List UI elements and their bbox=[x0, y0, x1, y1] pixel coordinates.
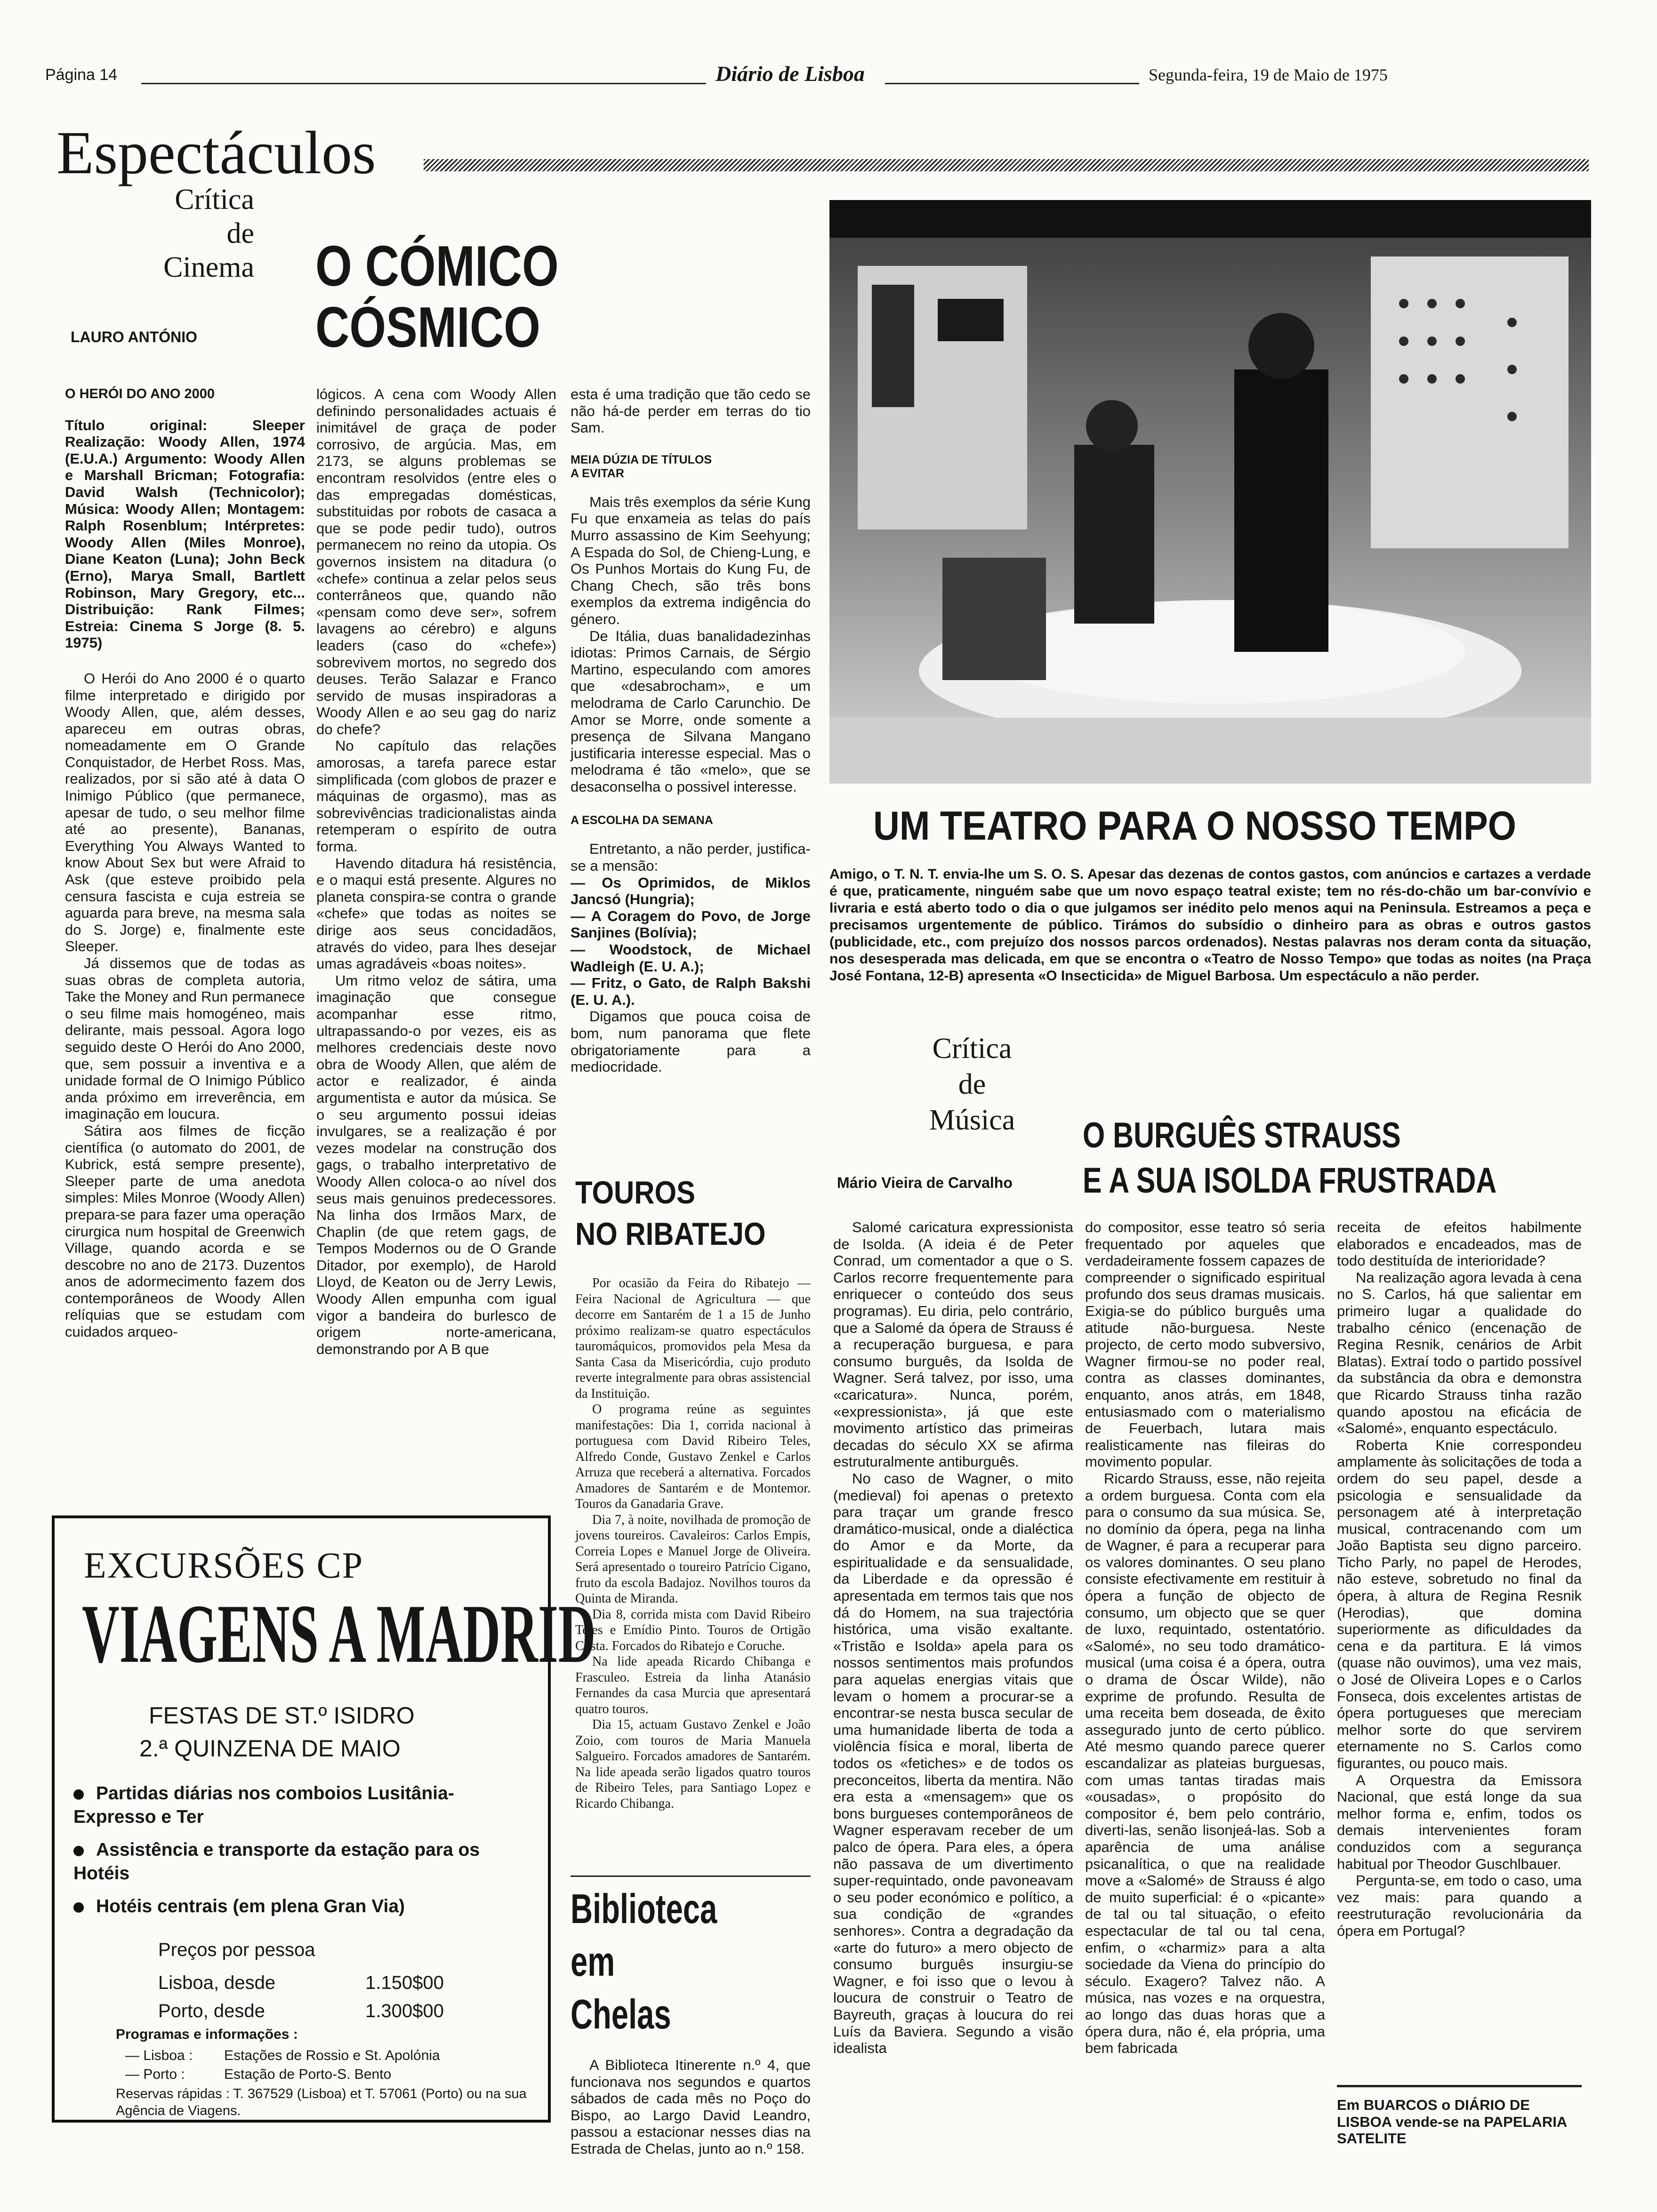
touros-paragraph: Na lide apeada Ricardo Chibanga e Frasculeo. Estreia da linha Atanásio Fernandes da casa Murcia que apresentará quatro touros. bbox=[575, 1654, 811, 1716]
musica-author: Mário Vieira de Carvalho bbox=[837, 1174, 1013, 1191]
boxnote-rule bbox=[1337, 2085, 1582, 2087]
headline-line: CÓSMICO bbox=[315, 295, 540, 359]
ad-price-value: 1.150$00 bbox=[365, 1972, 444, 1993]
cinema-subheading: A ESCOLHA DA SEMANA bbox=[571, 814, 713, 827]
bullet-text: Hotéis centrais (em plena Gran Via) bbox=[96, 1896, 405, 1916]
musica-column-2 bbox=[1085, 1219, 1325, 2057]
cinema-column-2 bbox=[316, 386, 556, 1357]
headline-line: NO RIBATEJO bbox=[575, 1216, 766, 1252]
ad-prices-title: Preços por pessoa bbox=[158, 1940, 315, 1960]
biblioteca-headline bbox=[571, 1883, 717, 2041]
headline-line: Biblioteca bbox=[571, 1885, 717, 1932]
photo-art bbox=[829, 200, 1591, 784]
teatro-body: Amigo, o T. N. T. envia-lhe um S. O. S. Apesar das dezenas de contos gastos, com anúncios e cartazes a verdade é que, praticamente, ninguém sabe que um novo espaço teatral existe; tem no rés-do-chão um bar-convívio e livraria e está aberto todo o dia o que julgamos ser inédito pelo menos aqui na Peninsula. Estreamos a peça e precisamos urgentemente de público. Tirámos do subsídio o dinheiro para as obras e outros gastos (publicidade, etc., com prejuízo dos nossos parcos ordenados). Nestas palavras nos deram conta da situação, nos desesperada mas delicada, em que se encontra o «Teatro de Nosso Tempo» que todas as noites (na Praça José Fontana, 12-B) apresenta «O Insecticida» de Miguel Barbosa. Um espectáculo a não perder. bbox=[829, 866, 1591, 984]
ad-price-label: Porto, desde bbox=[158, 2001, 265, 2021]
bullet-text: Assistência e transporte da estação para os Hotéis bbox=[73, 1840, 480, 1883]
biblioteca-body: A Biblioteca Itinerente n.º 4, que funcionava nos segundos e quartos sábados de cada mês no Poço do Bispo, ao Largo David Leandro, passou a estacionar nesses dias na Estrada de Chelas, junto ao n.º 158. bbox=[571, 2057, 811, 2157]
musica-column-1 bbox=[833, 1219, 1073, 2057]
headline-line: em bbox=[571, 1938, 615, 1985]
touros-paragraph: O programa reúne as seguintes manifestações: Dia 1, corrida nacional à portuguesa com David Ribeiro Teles, Alfredo Conde, Gustavo Zenkel e Carlos Arruza que receberá a alternativa. Forcados Amadores de Santarém e de Montemor. Touros da Ganadaria Grave. bbox=[575, 1402, 811, 1511]
bullet-text: Partidas diárias nos comboios Lusitânia-Expresso e Ter bbox=[73, 1783, 454, 1827]
cinema-paragraph: Digamos que pouca coisa de bom, num panorama que flete obrigatoriamente para a mediocridade. bbox=[571, 1008, 811, 1075]
film-list-item: — Os Oprimidos, de Miklos Jancsó (Hungria); bbox=[571, 874, 811, 908]
ad-headline-large: VIAGENS A MADRID bbox=[82, 1587, 596, 1680]
masthead-rule-right bbox=[885, 83, 1139, 84]
rubric-line: de bbox=[226, 217, 254, 249]
cinema-paragraph: De Itália, duas banalidadezinhas idiotas: Primos Carnais, de Sérgio Martino, especulando com amores que «desabrocham», e um melodrama de Carlo Carunchio. De Amor se Morre, onde somente a presença de Silvana Mangano justificaria interesse especial. Mas o melodrama é tão «melo», que se desaconselha o possivel interesse. bbox=[571, 627, 811, 795]
touros-headline bbox=[575, 1172, 766, 1255]
ad-bullet bbox=[73, 1895, 525, 1918]
rubric-line: Cinema bbox=[163, 251, 254, 283]
musica-paragraph: Salomé caricatura expressionista de Isolda. (A ideia é de Peter Conrad, um comentador a que o S. Carlos recorre frequentemente para enriquecer o conteúdo dos seus programas). Eu diria, pelo contrário, que a Salomé da ópera de Strauss é a recuperação burguesa, e para consumo burguês, da Isolda de Wagner. Será talvez, por isso, uma «caricatura». Nunca, porém, «expressionista», já que este movimento artístico das primeiras decadas do século XX se afirma estruturalmente antiburguês. bbox=[833, 1219, 1073, 1470]
ad-bullet bbox=[73, 1782, 525, 1829]
cinema-paragraph: Entretanto, a não perder, justifica-se a mensão: bbox=[571, 841, 811, 874]
musica-paragraph: Ricardo Strauss, esse, não rejeita a ordem burguesa. Conta com ela para o consumo da sua música. Se, no domínio da ópera, pega na linha de Wagner, é para a recuperar para os valores dominantes. O seu plano consiste efectivamente em restituir à ópera a função de objecto de consumo, um objecto que se quer de luxo, requintado, ostentatório. «Salomé», no seu todo dramático-musical (uma coisa é a ópera, outra o drama de Óscar Wilde), não exprime de profundo. Resulta de uma receita bem doseada, de êxito assegurado junto de certo público. Até mesmo quando parece querer escandalizar as plateias burguesas, com umas tantas tiradas mais «ousadas», o propósito do compositor é, bem pelo contrário, diverti-las, senão lisonjeá-las. Sob a aparência de uma análise psicanalítica, o que na realidade move a «Salomé» de Strauss é algo de muito superficial: é o «picante» de tal ou tal situação, o efeito espectacular de tal ou tal cena, enfim, o «charmiz» para a alta sociedade da Viena do princípio do século. Exagero? Talvez não. A música, nas vozes e na orquestra, ao longo das duas horas que a ópera dura, não é, ela própria, uma bem fabricada bbox=[1085, 1470, 1325, 2057]
cinema-column-1 bbox=[65, 386, 305, 1340]
rubric-line: Crítica bbox=[175, 184, 254, 216]
film-credits: Título original: Sleeper Realização: Woody Allen, 1974 (E.U.A.) Argumento: Woody Allen e Marshall Bricman; Fotografia: David Walsh (Technicolor); Música: Woody Allen; Montagem: Ralph Rosenblum; Intérpretes: Woody Allen (Miles Monroe), Diane Keaton (Luna); John Beck (Erno), Marya Small, Bartlett Robinson, Mary Gregory, etc... Distribuição: Rank Filmes; Estreia: Cinema S Jorge (8. 5. 1975) bbox=[65, 417, 305, 651]
headline-line: Chelas bbox=[571, 1991, 671, 2037]
bullet-icon bbox=[73, 1846, 84, 1856]
musica-paragraph: Roberta Knie correspondeu amplamente às solicitações de toda a ordem do seu papel, desde a psicologia e sensualidade da personagem até à interpretação musical, contracenando com um João Baptista seu digno parceiro. Ticho Parly, no papel de Herodes, não esteve, sobretudo no final da ópera, à altura de Regina Resnik (Herodias), que domina superiormente as dificuldades da cena e da partitura. E lá vimos (quase não ouvimos), uma vez mais, o José de Oliveira Lopes e o Carlos Fonseca, dois excelentes artistas de ópera portugueses que mereciam melhor sorte do que servirem eternamente no S. Carlos como figurantes, ou pouco mais. bbox=[1337, 1436, 1582, 1771]
ad-price-label: Lisboa, desde bbox=[158, 1972, 276, 1993]
section-rule bbox=[424, 159, 1589, 171]
cinema-paragraph: Um ritmo veloz de sátira, uma imaginação que consegue acompanhar esse ritmo, ultrapassando-o por vezes, eis as melhores credenciais deste novo obra de Woody Allen, que além de actor e realizador, é ainda argumentista e autor da música. Se o seu argumento possui ideias invulgares, se a realização é por vezes modelar na construção dos gags, o trabalho interpretativo de Woody Allen coloca-o ao nível dos seus mais genuinos predecessores. Na linha dos Irmãos Marx, de Chaplin (de que retem gags, de Tempos Modernos ou de O Grande Ditador, por exemplo), de Harold Lloyd, de Keaton ou de Jerry Lewis, Woody Allen empunha com igual vigor a bandeira do burlesco de origem norte-americana, demonstrando por A B que bbox=[316, 972, 556, 1357]
ad-event: FESTAS DE ST.º ISIDRO bbox=[149, 1702, 415, 1729]
ad-headline-small: EXCURSÕES CP bbox=[84, 1545, 363, 1586]
cinema-subheading: MEIA DÚZIA DE TÍTULOS A EVITAR bbox=[571, 453, 712, 480]
cinema-paragraph: Mais três exemplos da série Kung Fu que enxameia as telas do país Murro assassino de Kim Seehyung; A Espada do Sol, de Chieng-Lung, e Os Punhos Mortais do Kung Fu, de Chang Chech, são três bons exemplos da extrema indigência do género. bbox=[571, 493, 811, 627]
cinema-paragraph: No capítulo das relações amorosas, a tarefa parece estar simplificada (com globos de prazer e máquinas de orgasmo), mas as sobrevivências tradicionalistas ainda retemperam o espírito de outra forma. bbox=[316, 737, 556, 855]
touros-paragraph: Dia 15, actuam Gustavo Zenkel e João Zoio, com touros de Maria Manuela Salgueiro. Forcados amadores de Santarém. Na lide apeada serão ligados quatro touros de Ribeiro Teles, para Santiago Lopez e Ricardo Chibanga. bbox=[575, 1717, 811, 1811]
film-list-item: — Fritz, o Gato, de Ralph Bakshi (E. U. A.). bbox=[571, 975, 811, 1008]
ad-info-title: Programas e informações : bbox=[116, 2027, 298, 2042]
biblioteca-rule bbox=[571, 1875, 811, 1877]
musica-paragraph: do compositor, esse teatro só seria frequentado por aqueles que verdadeiramente fossem capazes de compreender o significado espiritual profundo dos seus dramas musicais. Exigia-se do público burguês uma atitude não-burguesa. Neste projecto, de certo modo subversivo, Wagner firmou-se no poder real, contra as classes dominantes, enquanto, anos atrás, em 1848, entusiasmado com o materialismo de Feuerbach, lutara mais realisticamente nas fileiras do movimento popular. bbox=[1085, 1219, 1325, 1470]
rubric-line: Música bbox=[929, 1104, 1015, 1136]
film-subhead: O HERÓI DO ANO 2000 bbox=[65, 386, 215, 401]
headline-line: TOUROS bbox=[575, 1175, 695, 1210]
film-list-item: — A Coragem do Povo, de Jorge Sanjines (Bolívia); bbox=[571, 907, 811, 941]
cinema-paragraph: lógicos. A cena com Woody Allen definindo personalidades actuais é inimitável de graça de poder corrosivo, de argúcia. Mas, em 2173, se alguns problemas se encontram resolvidos (entre eles o das empregadas domésticas, substituidas por robots de casaca a que se pode pedir tudo), outros permanecem no reino da utopia. Os governos insistem na ditadura (o «chefe» continua a zelar pelos seus conterrâneos que, quando não «pensam como deve ser», sofrem lavagens ao cérebro) e alguns leaders (caso do «chefe») sobrevivem mortos, no segredo dos deuses. Terão Salazar e Franco servido de musas inspiradoras a Woody Allen e ao seu gag do nariz do chefe? bbox=[316, 386, 556, 737]
musica-headline bbox=[1083, 1113, 1496, 1203]
ad-price-value: 1.300$00 bbox=[365, 2001, 444, 2021]
touros-paragraph: Por ocasião da Feira do Ribatejo — Feira Nacional de Agricultura — que decorre em Santarém de 1 a 15 de Junho próximo realizam-se quatro espectáculos tauromáquicos, promovidos pela Mesa da Santa Casa da Misericórdia, cujo produto reverte integralmente para obras assistencial da Instituição. bbox=[575, 1276, 811, 1401]
cinema-paragraph: Sátira aos filmes de ficção científica (o automato do 2001, de Kubrick, está sempre presente), Sleeper parte de uma anedota simples: Miles Monroe (Woody Allen) prepara-se para fazer uma operação cirurgica num hospital de Greenwich Village, quando acorda e se descobre no ano de 2173. Duzentos anos de adormecimento fazem dos contemporâneos de Woody Allen relíquias que se estudam com cuidados arqueo- bbox=[65, 1122, 305, 1340]
cinema-author: LAURO ANTÓNIO bbox=[71, 329, 198, 345]
theatre-stage-photo-icon bbox=[829, 200, 1591, 784]
cinema-headline bbox=[315, 235, 559, 358]
touros-paragraph: Dia 7, à noite, novilhada de promoção de jovens toureiros. Cavaleiros: Carlos Empis, Correia Lopes e Manuel Jorge de Oliveira. Será apresentado o toureiro Patrício Cigano, fruto da escola Badajoz. Novilhos touros da Quinta de Miranda. bbox=[575, 1512, 811, 1606]
paper-title: Diário de Lisboa bbox=[716, 62, 865, 86]
cp-advertisement bbox=[52, 1515, 596, 2123]
cinema-paragraph: esta é uma tradição que tão cedo se não há-de perder em terras do tio Sam. bbox=[571, 386, 811, 436]
ad-info-city: — Lisboa : bbox=[125, 2048, 193, 2063]
headline-line: E A SUA ISOLDA FRUSTRADA bbox=[1083, 1161, 1497, 1201]
musica-paragraph: receita de efeitos habilmente elaborados e encadeados, mas de todo destituída de interioridade? bbox=[1337, 1219, 1582, 1269]
rubric-line: Crítica bbox=[932, 1033, 1012, 1065]
ad-reservations: Reservas rápidas : T. 367529 (Lisboa) et T. 57061 (Porto) ou na sua Agência de Viagens. bbox=[116, 2086, 527, 2118]
musica-column-3 bbox=[1337, 1219, 1582, 1940]
musica-paragraph: No caso de Wagner, o mito (medieval) foi apenas o pretexto para traçar um grande fresco dramático-musical, onde a dialéctica do Amor e da Morte, da espiritualidade e da sensualidade, da Liberdade e da opressão é apresentada em termos tais que nos dá do Homem, na sua trajectória histórica, uma visão exaltante. «Tristão e Isolda» apela para os nossos sentimentos mais profundos para aquelas energias vitais que levam o homem a procurar-se a encontrar-se nesta busca secular de uma humanidade liberta de toda a violência física e moral, liberta de todos os «fetiches» e de todos os preconceitos, liberta da mentira. Não era esta a «mensagem» que os bons burgueses contemporâneos de Wagner esperavam receber de um palco de ópera. Para eles, a ópera não passava de um divertimento super-requintado, onde pavoneavam o seu poder económico e político, a sua condição de «grandes senhores». Contra a degradação da «arte do futuro» a mero objecto de consumo burguês insurgiu-se Wagner, e foi isso que o levou à loucura de construir o Teatro de Bayreuth, graças à loucura do rei Luís da Baviera. Segundo a visão idealista bbox=[833, 1470, 1073, 2057]
musica-paragraph: Pergunta-se, em todo o caso, uma vez mais: para quando a reestruturação revolucionária da ópera em Portugal? bbox=[1337, 1872, 1582, 1939]
masthead-rule-left bbox=[141, 83, 706, 84]
rubric-line: de bbox=[958, 1068, 986, 1100]
ad-bullet bbox=[73, 1838, 525, 1885]
ad-info-text: Estação de Porto-S. Bento bbox=[224, 2067, 392, 2082]
cinema-column-3 bbox=[571, 386, 811, 1075]
headline-line: O CÓMICO bbox=[315, 234, 559, 298]
buarcos-note: Em BUARCOS o DIÁRIO DE LISBOA vende-se na PAPELARIA SATELITE bbox=[1337, 2097, 1567, 2147]
page-number: Página 14 bbox=[45, 66, 118, 84]
touros-body bbox=[575, 1275, 811, 1811]
cinema-rubric bbox=[56, 183, 254, 284]
film-list-item: — Woodstock, de Michael Wadleigh (E. U. A.); bbox=[571, 941, 811, 975]
musica-paragraph: A Orquestra da Emissora Nacional, que está longe da sua melhor forma e, enfim, todos os demais intervenientes foram conduzidos com a segurança habitual por Theodor Guschlbauer. bbox=[1337, 1771, 1582, 1872]
cinema-paragraph: O Herói do Ano 2000 é o quarto filme interpretado e dirigido por Woody Allen, que, além desses, apareceu em outras obras, nomeadamente em O Grande Conquistador, de Herbet Ross. Mas, realizados, por si são até à data O Inimigo Público (que permanece, apesar de tudo, o seu melhor filme até ao presente), Bananas, Everything You Always Wanted to know About Sex but were Afraid to Ask (que esteve proibido pela censura fascista e cuja estreia se aguarda para breve, na mesma sala do S. Jorge) e, finalmente este Sleeper. bbox=[65, 670, 305, 955]
touros-paragraph: Dia 8, corrida mista com David Ribeiro Teles e Emídio Pinto. Touros de Ortigão Costa. Forcados do Ribatejo e Coruche. bbox=[575, 1607, 811, 1653]
ad-dates: 2.ª QUINZENA DE MAIO bbox=[139, 1735, 401, 1762]
ad-info-city: — Porto : bbox=[125, 2067, 185, 2082]
ad-info-text: Estações de Rossio e St. Apolónia bbox=[224, 2048, 440, 2063]
bullet-icon bbox=[73, 1789, 84, 1800]
headline-line: O BURGUÊS STRAUSS bbox=[1083, 1115, 1401, 1155]
bullet-icon bbox=[73, 1902, 84, 1913]
cinema-paragraph: Havendo ditadura há resistência, e o maqui está presente. Algures no planeta conspira-se contra o grande «chefe» que todas as noites se dirige aos seus concidadãos, através do video, para lhes desejar umas agradáveis «boas noites». bbox=[316, 855, 556, 972]
musica-paragraph: Na realização agora levada à cena no S. Carlos, há que salientar em primeiro lugar a qualidade do trabalho cénico (encenação de Regina Resnik, cenários de Arbit Blatas). Extraí todo o partido possível da substância da obra e demonstra que Ricardo Strauss tinha razão quando apostou na eficácia de «Salomé», enquanto espectáculo. bbox=[1337, 1269, 1582, 1437]
musica-rubric bbox=[894, 1031, 1050, 1138]
cinema-paragraph: Já dissemos que de todas as suas obras de completa autoria, Take the Money and Run permanece o seu filme mais homogéneo, mais delirante, mais pessoal. Agora logo seguido deste O Herói do Ano 2000, que, sem possuir a inventiva e a unidade formal de O Inimigo Público anda próximo em irreverência, em imaginação em loucura. bbox=[65, 955, 305, 1122]
teatro-headline: UM TEATRO PARA O NOSSO TEMPO bbox=[873, 803, 1516, 849]
section-title: Espectáculos bbox=[56, 119, 376, 187]
page-date: Segunda-feira, 19 de Maio de 1975 bbox=[1149, 65, 1388, 84]
